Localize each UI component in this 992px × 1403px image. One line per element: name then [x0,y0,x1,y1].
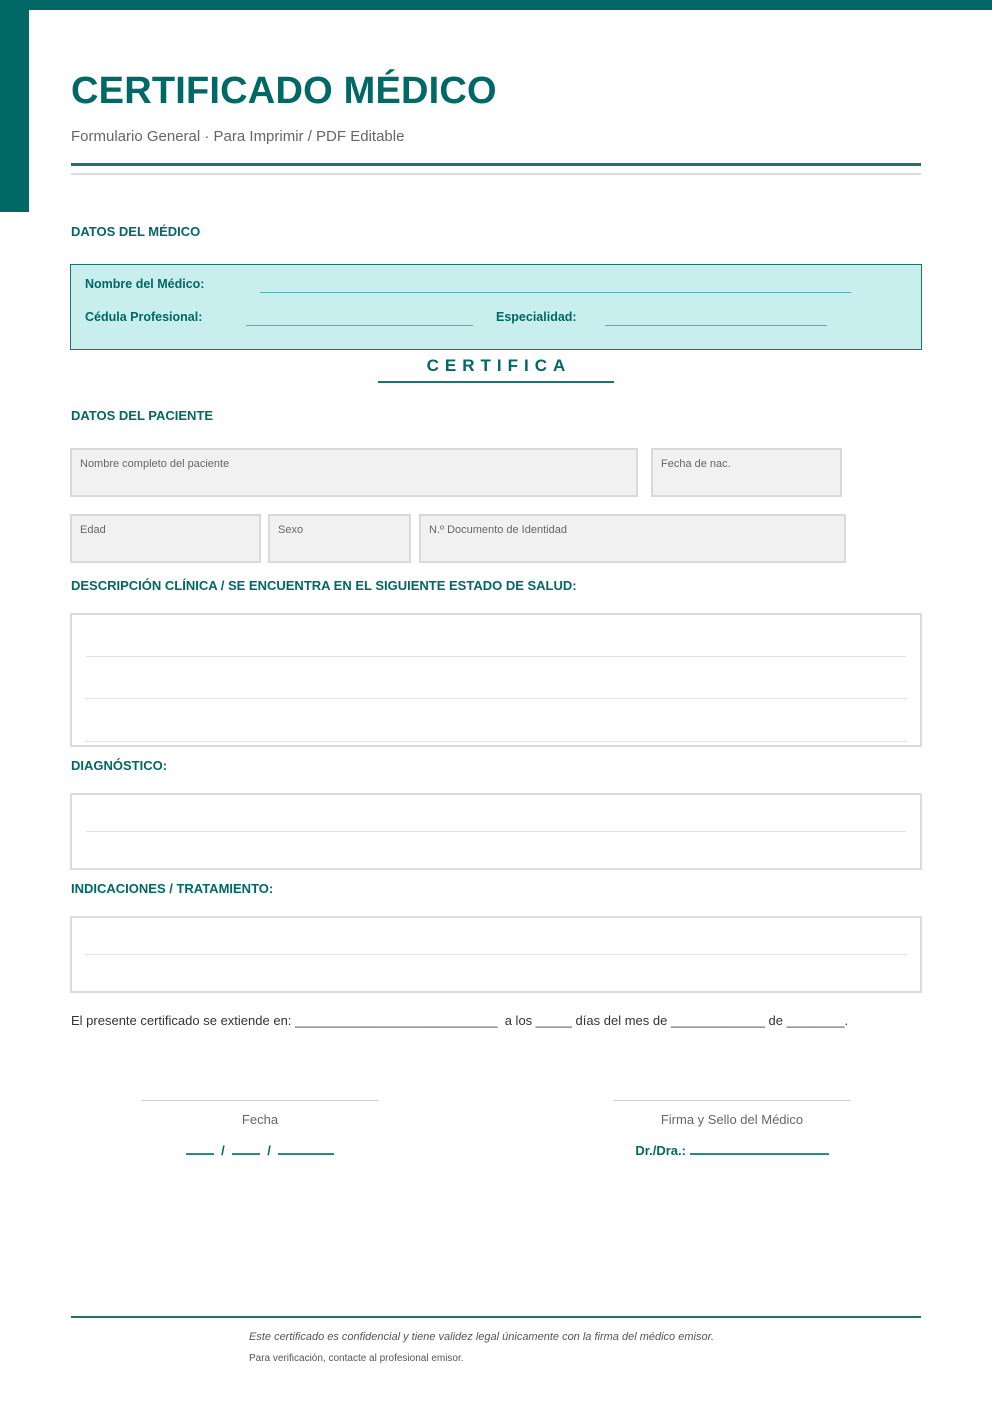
issuance-sentence [71,1013,848,1028]
patient-section-title: DATOS DEL PACIENTE [71,408,214,423]
specialty-label: Especialidad: [496,310,577,324]
doctor-name-label: Nombre del Médico: [85,277,205,291]
diagnosis-input[interactable] [70,793,922,870]
patient-name-label: Nombre completo del paciente [80,458,230,470]
doctor-section-title: DATOS DEL MÉDICO [71,224,201,239]
age-label: Edad [80,524,106,536]
signature-line [614,1100,850,1101]
issuance-text: a los [497,1013,536,1028]
date-day-field[interactable] [186,1141,214,1155]
birth-date-field[interactable] [651,448,842,497]
page-title: CERTIFICADO MÉDICO [71,70,497,112]
issuance-text: El presente certificado se extiende en: [71,1013,296,1028]
clinical-description-input[interactable] [70,613,922,747]
signature-label: Firma y Sello del Médico [660,1112,804,1127]
treatment-input[interactable] [70,916,922,993]
date-separator: / [221,1143,225,1158]
doctor-signature-name-field[interactable] [690,1141,829,1155]
writing-line [86,741,906,742]
doctor-signature-name [614,1141,850,1158]
footer-verification-note: Para verificación, contacte al profesional emisor. [249,1353,464,1364]
writing-line [86,954,906,955]
clinical-section-title: DESCRIPCIÓN CLÍNICA / SE ENCUENTRA EN EL SIGUIENTE ESTADO DE SALUD: [71,578,577,593]
doctor-prefix-label: Dr./Dra.: [635,1143,686,1158]
writing-line [86,656,906,657]
page-subtitle: Formulario General · Para Imprimir / PDF Editable [71,128,405,145]
side-accent-bar [0,0,29,212]
id-document-label: N.º Documento de Identidad [429,524,567,536]
writing-line [86,831,906,832]
patient-name-field[interactable] [70,448,638,497]
header-divider-secondary [71,173,921,175]
doctor-name-field[interactable] [260,292,851,293]
top-accent-bar [0,0,992,10]
sex-label: Sexo [278,524,304,536]
issuance-text: días del mes de [571,1013,671,1028]
specialty-field[interactable] [605,325,827,326]
date-fields [142,1141,378,1158]
doctor-info-box [70,264,922,350]
issuance-text: de [764,1013,787,1028]
certifica-underline [378,381,614,383]
issuance-text: . [844,1013,849,1028]
date-year-field[interactable] [278,1141,334,1155]
date-signature-line [142,1100,378,1101]
age-field[interactable] [70,514,261,563]
license-label: Cédula Profesional: [85,310,203,324]
date-separator: / [267,1143,271,1158]
issuance-month-field[interactable]: _____________ [670,1013,765,1028]
footer-divider [71,1316,921,1318]
birth-date-label: Fecha de nac. [661,458,731,470]
date-month-field[interactable] [232,1141,260,1155]
header-divider [71,163,921,166]
issuance-place-field[interactable]: ____________________________ [295,1013,498,1028]
issuance-year-field[interactable]: ________ [786,1013,845,1028]
date-label: Fecha [241,1112,279,1127]
sex-field[interactable] [268,514,411,563]
id-document-field[interactable] [419,514,846,563]
treatment-section-title: INDICACIONES / TRATAMIENTO: [71,881,274,896]
license-field[interactable] [246,325,473,326]
writing-line [86,698,906,699]
diagnosis-section-title: DIAGNÓSTICO: [71,758,168,773]
issuance-day-field[interactable]: _____ [535,1013,572,1028]
certifica-heading: CERTIFICA [426,356,572,375]
footer-confidentiality-note: Este certificado es confidencial y tiene validez legal únicamente con la firma del médico emisor. [249,1331,714,1343]
